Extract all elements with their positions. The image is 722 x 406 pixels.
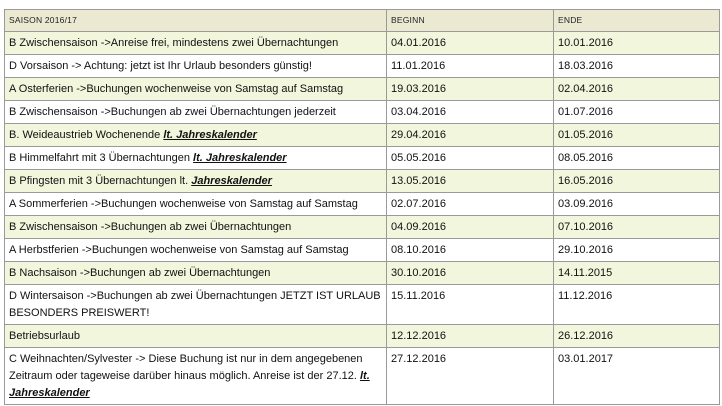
table-row (5, 147, 720, 170)
season-description: A Herbstferien ->Buchungen wochenweise von Samstag auf Samstag (9, 244, 349, 256)
season-description: B Pfingsten mit 3 Übernachtungen lt. (9, 175, 192, 187)
season-cell (5, 147, 387, 170)
table-row (5, 262, 720, 285)
season-description: A Sommerferien ->Buchungen wochenweise von Samstag auf Samstag (9, 198, 358, 210)
season-cell (5, 193, 387, 216)
start-date: 02.07.2016 (387, 193, 554, 216)
season-cell (5, 285, 387, 325)
start-date: 29.04.2016 (387, 124, 554, 147)
season-cell (5, 348, 387, 405)
table-header-row (5, 10, 720, 32)
season-cell (5, 239, 387, 262)
season-description: B Zwischensaison ->Buchungen ab zwei Übernachtungen jederzeit (9, 106, 336, 118)
end-date: 02.04.2016 (554, 78, 720, 101)
end-date: 16.05.2016 (554, 170, 720, 193)
end-date: 07.10.2016 (554, 216, 720, 239)
season-cell (5, 101, 387, 124)
start-date: 19.03.2016 (387, 78, 554, 101)
table-row (5, 216, 720, 239)
season-description: A Osterferien ->Buchungen wochenweise von Samstag auf Samstag (9, 83, 344, 95)
table-row (5, 325, 720, 348)
end-date: 03.01.2017 (554, 348, 720, 405)
end-date: 26.12.2016 (554, 325, 720, 348)
start-date: 13.05.2016 (387, 170, 554, 193)
calendar-link[interactable]: lt. Jahreskalender (9, 370, 370, 399)
season-cell (5, 124, 387, 147)
end-date: 11.12.2016 (554, 285, 720, 325)
end-date: 18.03.2016 (554, 55, 720, 78)
table-row (5, 78, 720, 101)
season-cell (5, 262, 387, 285)
season-cell (5, 55, 387, 78)
end-date: 14.11.2015 (554, 262, 720, 285)
table-row (5, 101, 720, 124)
start-date: 15.11.2016 (387, 285, 554, 325)
season-description: B Zwischensaison ->Anreise frei, mindestens zwei Übernachtungen (9, 37, 339, 49)
season-description: B. Weideaustrieb Wochenende (9, 129, 164, 141)
season-cell (5, 216, 387, 239)
season-cell (5, 32, 387, 55)
header-season: SAISON 2016/17 (5, 10, 387, 32)
calendar-link[interactable]: lt. Jahreskalender (193, 152, 287, 164)
table-row (5, 285, 720, 325)
table-row (5, 55, 720, 78)
table-row (5, 170, 720, 193)
start-date: 05.05.2016 (387, 147, 554, 170)
season-cell (5, 78, 387, 101)
start-date: 30.10.2016 (387, 262, 554, 285)
table-row (5, 239, 720, 262)
header-end: ENDE (554, 10, 720, 32)
table-row (5, 193, 720, 216)
end-date: 29.10.2016 (554, 239, 720, 262)
end-date: 01.07.2016 (554, 101, 720, 124)
end-date: 08.05.2016 (554, 147, 720, 170)
start-date: 08.10.2016 (387, 239, 554, 262)
table-body (5, 32, 720, 405)
season-description: B Nachsaison ->Buchungen ab zwei Übernachtungen (9, 267, 271, 279)
season-description: C Weihnachten/Sylvester -> Diese Buchung ist nur in dem angegebenen Zeitraum oder tageweise darüber hinaus möglich. Anreise ist der 27.12. (9, 353, 363, 382)
season-description: B Zwischensaison ->Buchungen ab zwei Übernachtungen (9, 221, 292, 233)
calendar-link[interactable]: lt. Jahreskalender (163, 129, 257, 141)
start-date: 04.09.2016 (387, 216, 554, 239)
start-date: 03.04.2016 (387, 101, 554, 124)
season-description: D Wintersaison ->Buchungen ab zwei Übernachtungen JETZT IST URLAUB BESONDERS PREISWERT! (9, 290, 381, 319)
table-row (5, 124, 720, 147)
start-date: 12.12.2016 (387, 325, 554, 348)
table-row (5, 32, 720, 55)
start-date: 27.12.2016 (387, 348, 554, 405)
table-row (5, 348, 720, 405)
start-date: 04.01.2016 (387, 32, 554, 55)
season-table (4, 9, 720, 405)
season-description: D Vorsaison -> Achtung: jetzt ist Ihr Urlaub besonders günstig! (9, 60, 312, 72)
season-description: B Himmelfahrt mit 3 Übernachtungen (9, 152, 194, 164)
end-date: 10.01.2016 (554, 32, 720, 55)
season-description: Betriebsurlaub (9, 330, 80, 342)
end-date: 03.09.2016 (554, 193, 720, 216)
header-start: BEGINN (387, 10, 554, 32)
season-cell (5, 170, 387, 193)
end-date: 01.05.2016 (554, 124, 720, 147)
calendar-link[interactable]: Jahreskalender (191, 175, 272, 187)
start-date: 11.01.2016 (387, 55, 554, 78)
season-cell (5, 325, 387, 348)
